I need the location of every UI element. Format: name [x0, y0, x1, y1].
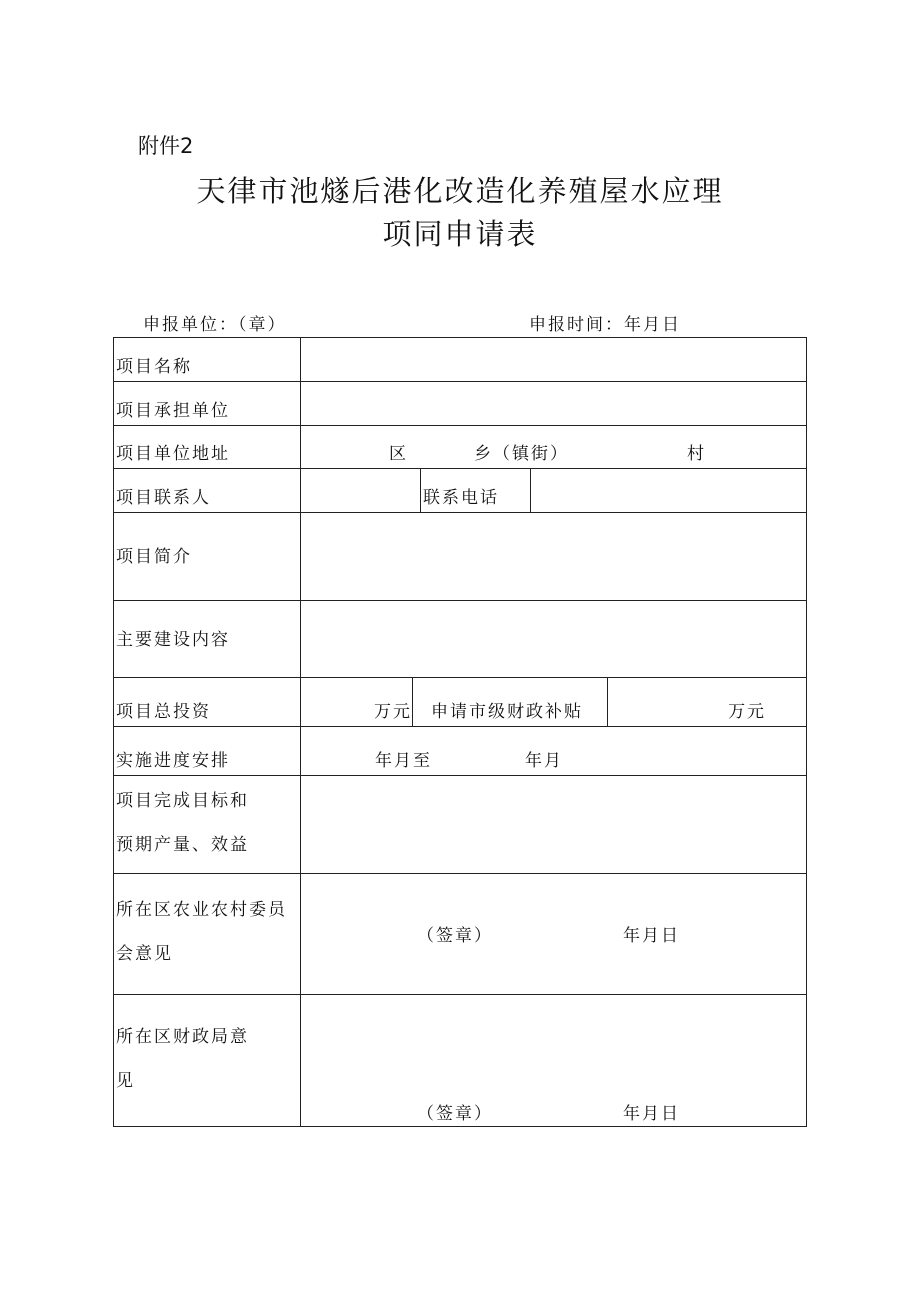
- content-field[interactable]: [301, 601, 807, 678]
- address-district-label: 区: [389, 444, 408, 464]
- row-finance-opinion: [114, 995, 807, 1127]
- phone-field[interactable]: [531, 469, 807, 513]
- agri-label-line1: 所在区农业农村委员: [116, 900, 287, 920]
- address-label: 项目单位地址: [114, 426, 301, 469]
- finance-opinion-field[interactable]: [301, 995, 807, 1127]
- goals-label-line1: 项目完成目标和: [116, 790, 249, 811]
- address-village-label: 村: [687, 444, 706, 464]
- undertaker-label: 项目承担单位: [114, 382, 301, 426]
- application-form-table: [113, 337, 807, 1127]
- agri-date-label: 年月日: [623, 926, 680, 946]
- phone-label: 联系电话: [421, 469, 531, 513]
- row-agri-opinion: [114, 874, 807, 995]
- subsidy-unit: 万元: [728, 702, 767, 722]
- finance-label-line1: 所在区财政局意: [116, 1026, 249, 1047]
- row-contact: [114, 469, 807, 513]
- row-investment: [114, 678, 807, 727]
- row-goals: [114, 776, 807, 874]
- project-name-field[interactable]: [301, 338, 807, 382]
- row-content: [114, 601, 807, 678]
- finance-label-line2: 见: [116, 1070, 135, 1091]
- row-address: [114, 426, 807, 469]
- form-title-line1: 天律市池燧后港化改造化养殖屋水应理: [196, 174, 724, 208]
- address-field[interactable]: [301, 426, 807, 469]
- investment-field[interactable]: [301, 678, 413, 727]
- address-town-label: 乡（镇街）: [474, 444, 569, 464]
- row-schedule: [114, 727, 807, 776]
- contact-label: 项目联系人: [114, 469, 301, 513]
- schedule-field[interactable]: [301, 727, 807, 776]
- row-intro: [114, 513, 807, 601]
- investment-unit: 万元: [374, 702, 412, 722]
- intro-field[interactable]: [301, 513, 807, 601]
- project-name-label: 项目名称: [114, 338, 301, 382]
- finance-date-label: 年月日: [623, 1104, 680, 1124]
- row-undertaker: [114, 382, 807, 426]
- goals-label: [114, 776, 301, 874]
- subsidy-label: 申请市级财政补贴: [413, 678, 608, 727]
- content-label: 主要建设内容: [114, 601, 301, 678]
- subsidy-field[interactable]: [608, 678, 807, 727]
- agri-opinion-field[interactable]: [301, 874, 807, 995]
- investment-label: 项目总投资: [114, 678, 301, 727]
- agri-label-line2: 会意见: [116, 944, 173, 964]
- schedule-label: 实施进度安排: [114, 727, 301, 776]
- applicant-unit-label: 申报单位：（章）: [143, 315, 287, 335]
- schedule-from-label: 年月至: [375, 751, 432, 771]
- finance-opinion-label: [114, 995, 301, 1127]
- agri-seal-label: （签章）: [417, 926, 493, 946]
- form-title-line2: 项同申请表: [382, 217, 538, 251]
- finance-seal-label: （签章）: [417, 1104, 493, 1124]
- contact-field[interactable]: [301, 469, 421, 513]
- application-date-label: 申报时间：年月日: [529, 315, 681, 335]
- agri-opinion-label: [114, 874, 301, 995]
- row-project-name: [114, 338, 807, 382]
- goals-field[interactable]: [301, 776, 807, 874]
- schedule-to-label: 年月: [525, 751, 563, 771]
- undertaker-field[interactable]: [301, 382, 807, 426]
- attachment-label: 附件2: [138, 134, 194, 158]
- intro-label: 项目简介: [114, 513, 301, 601]
- goals-label-line2: 预期产量、效益: [116, 834, 249, 855]
